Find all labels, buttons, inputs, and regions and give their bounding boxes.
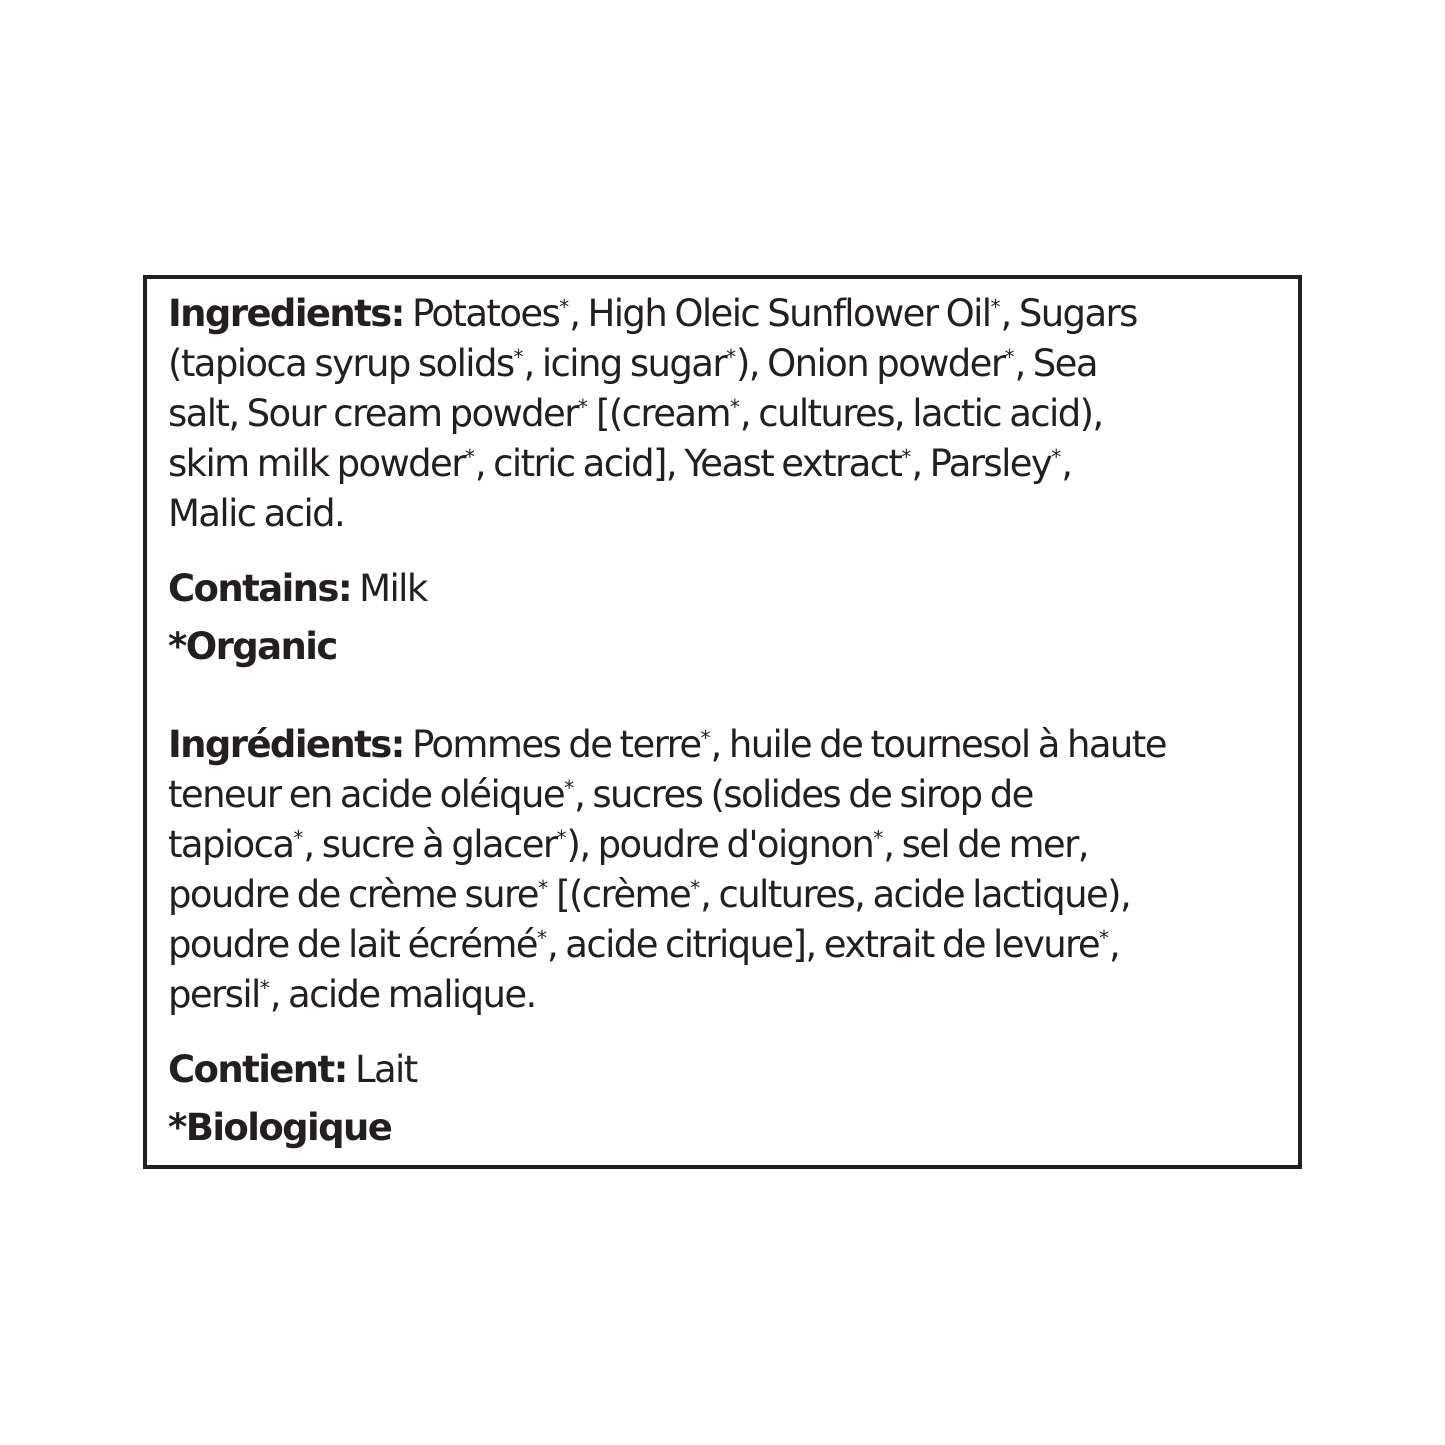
- ingredients-english-line-4: skim milk powder*, citric acid], Yeast extract*, Parsley*,: [168, 442, 1072, 485]
- contains-french-value: Lait: [346, 1048, 417, 1091]
- ingredient-label-box: [143, 275, 1302, 1169]
- ingredients-english-line-2: (tapioca syrup solids*, icing sugar*), Onion powder*, Sea: [168, 342, 1097, 385]
- ingredients-french-line-2: teneur en acide oléique*, sucres (solides de sirop de: [168, 773, 1033, 816]
- organic-note-french: *Biologique: [168, 1106, 392, 1149]
- contains-english-value: Milk: [351, 567, 427, 610]
- ingredients-english-label: Ingredients:: [168, 292, 404, 335]
- organic-note-english: *Organic: [168, 625, 337, 668]
- ingredients-french-line-1: Ingrédients: Pommes de terre*, huile de tournesol à haute: [168, 723, 1166, 766]
- ingredients-french-line-3: tapioca*, sucre à glacer*), poudre d'oignon*, sel de mer,: [168, 823, 1088, 866]
- contains-french-label: Contient:: [168, 1048, 347, 1091]
- contains-english-label: Contains:: [168, 567, 352, 610]
- ingredients-french: [168, 720, 1166, 1020]
- ingredients-english-line-5: Malic acid.: [168, 492, 345, 535]
- ingredients-english-line-1: Ingredients: Potatoes*, High Oleic Sunflower Oil*, Sugars: [168, 292, 1137, 335]
- ingredients-french-line-6: persil*, acide malique.: [168, 973, 536, 1016]
- ingredients-french-line-4: poudre de crème sure* [(crème*, cultures, acide lactique),: [168, 873, 1131, 916]
- ingredients-french-line-5: poudre de lait écrémé*, acide citrique], extrait de levure*,: [168, 923, 1120, 966]
- contains-english: [168, 564, 427, 614]
- ingredients-english: [168, 289, 1137, 539]
- contains-french: [168, 1045, 417, 1095]
- ingredients-english-line-3: salt, Sour cream powder* [(cream*, cultures, lactic acid),: [168, 392, 1103, 435]
- ingredients-french-label: Ingrédients:: [168, 723, 404, 766]
